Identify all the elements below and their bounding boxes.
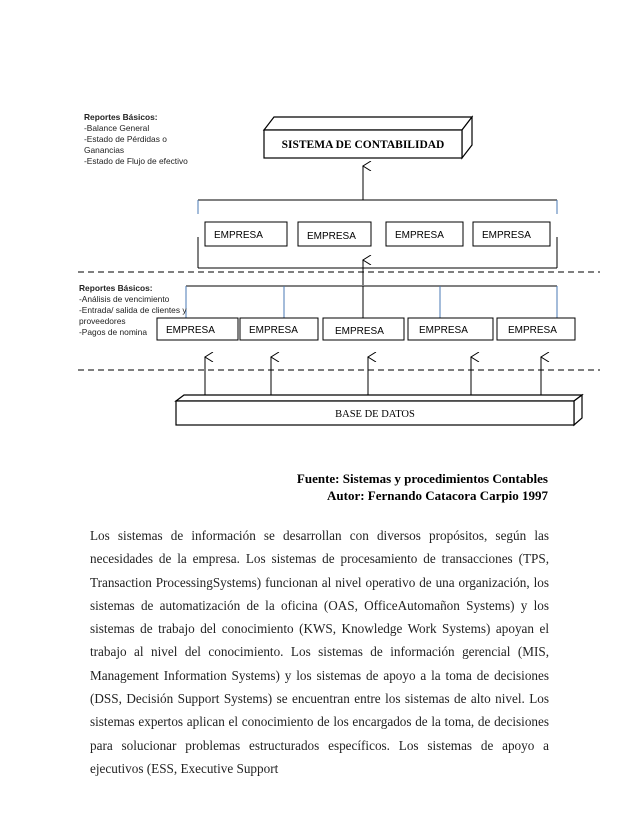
company-label: EMPRESA (419, 325, 468, 336)
source-author: Autor: Fernando Catacora Carpio 1997 (327, 488, 548, 503)
bottom-reports-line: proveedores (79, 316, 126, 326)
top-reports-heading: Reportes Básicos: (84, 112, 158, 122)
top-reports-line: -Balance General (84, 123, 150, 133)
company-label: EMPRESA (214, 230, 263, 241)
top-company-row (205, 222, 550, 246)
bottom-company-row (157, 318, 575, 340)
company-label: EMPRESA (166, 325, 215, 336)
source-citation (297, 470, 548, 504)
database-label: BASE DE DATOS (335, 409, 415, 420)
top-reports-line: -Estado de Pérdidas o (84, 134, 167, 144)
top-reports-note (84, 112, 194, 167)
accounting-system-label: SISTEMA DE CONTABILIDAD (281, 139, 445, 151)
company-label: EMPRESA (508, 325, 557, 336)
bottom-company-bracket (186, 286, 557, 318)
top-reports-line: -Estado de Flujo de efectivo (84, 156, 188, 166)
bottom-reports-line: -Entrada/ salida de clientes y (79, 305, 187, 315)
bottom-reports-note (79, 283, 199, 338)
company-label: EMPRESA (249, 325, 298, 336)
bottom-reports-line: -Análisis de vencimiento (79, 294, 170, 304)
source-title: Fuente: Sistemas y procedimientos Contables (296, 471, 548, 486)
database-box (176, 395, 582, 425)
bottom-reports-heading: Reportes Básicos: (79, 283, 153, 293)
bottom-reports-line: -Pagos de nomina (79, 327, 147, 337)
accounting-system-box (264, 117, 472, 158)
company-label: EMPRESA (482, 230, 531, 241)
company-label: EMPRESA (335, 326, 384, 337)
top-reports-line: Ganancias (84, 145, 125, 155)
company-label: EMPRESA (307, 231, 356, 242)
body-paragraph: Los sistemas de información se desarrollan con diversos propósitos, según las necesidades de la empresa. Los sistemas de procesamiento de transacciones (TPS, Transaction ProcessingSystems) funcionan al nivel operativo de una organización, los sistemas de automatización de la oficina (OAS, OfficeAutomañon Systems) y los sistemas de trabajo del conocimiento (KWS, Knowledge Work Systems) apoyan el trabajo al nivel del conocimiento. Los sistemas de información gerencial (MIS, Management Information Systems) y los sistemas de apoyo a la toma de decisiones (DSS, Decisión Support Systems) se encuentran entre los sistemas de alto nivel. Los sistemas expertos aplican el conocimiento de los encargados de la toma, de decisiones para solucionar problemas estructurados específicos. Los sistemas de apoyo a ejecutivos (ESS, Executive Support (90, 528, 549, 776)
database-arrows (205, 357, 541, 395)
company-label: EMPRESA (395, 230, 444, 241)
